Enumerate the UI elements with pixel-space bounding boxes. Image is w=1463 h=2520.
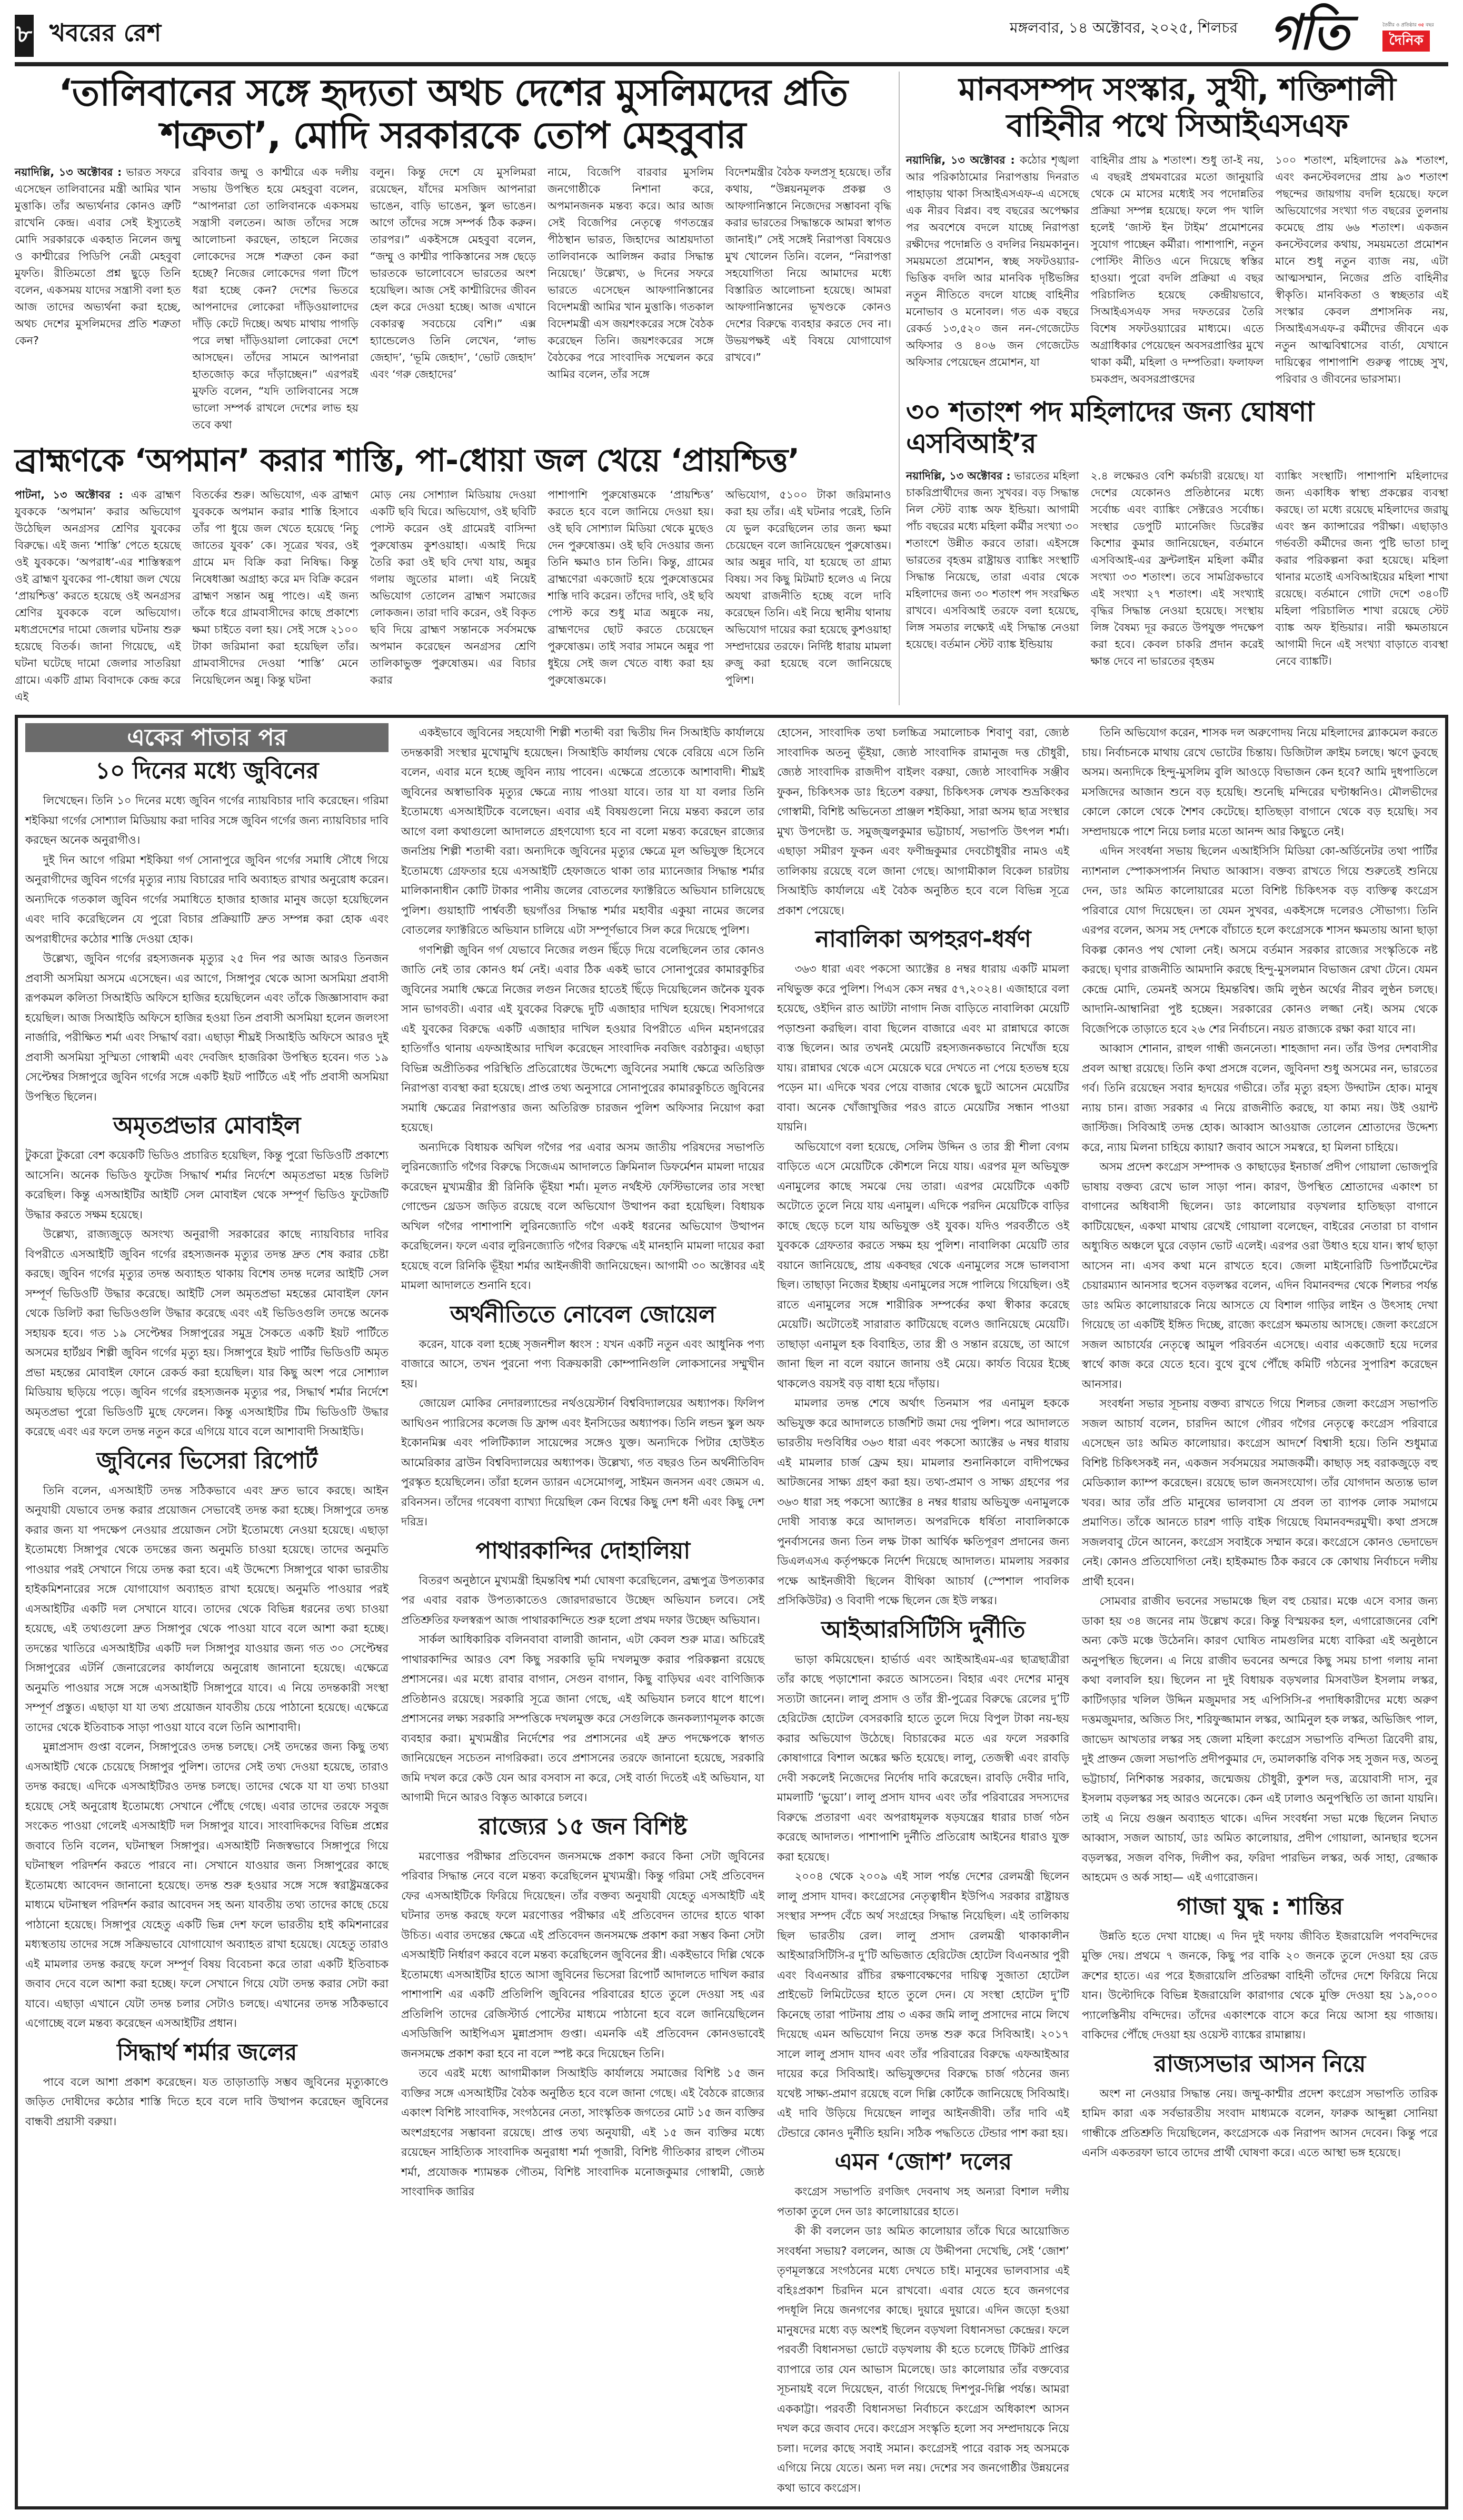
subheading: অমৃতপ্রভার মোবাইল: [113, 1112, 301, 1139]
article-paragraph: বিদেশমন্ত্রীর বৈঠক ফলপ্রসূ হয়েছে। তাঁর কথায়, “উন্নয়নমূলক প্রকল্প ও আফগানিস্তানে নিজেদের সম্ভাবনা বৃদ্ধি করার ভারতের সিদ্ধান্তকে আমরা স্বাগত জানাই।” সেই সঙ্গেই নিরাপত্তা বিষয়েও মুখ খোলেন তিনি। বলেন, “নিরাপত্তা সহযোগিতা নিয়ে আমাদের মধ্যে বিস্তারিত আলোচনা হয়েছে। আমরা আফগানিস্তানের ভূখণ্ডকে কোনও দেশের বিরুদ্ধে ব্যবহার করতে দেব না। উভয়পক্ষই এই বিষয়ে যোগাযোগ রাখবে।”: [725, 166, 892, 364]
page-number: ৮: [15, 15, 34, 57]
article-paragraph: ২.৪ লক্ষেরও বেশি কর্মচারী রয়েছে। যা দেশের যেকোনও প্রতিষ্ঠানের মধ্যে সর্বোচ্চ এবং ব্যাঙ্কিং সেক্টরেও সর্বোচ্চ। সংস্থার ডেপুটি ম্যানেজিং ডিরেক্টর কিশোর কুমার জানিয়েছেন, বর্তমানে এসবিআই-এর ফ্রন্টলাইন মহিলা কর্মীর সংখ্যা ৩৩ শতাংশ। তবে সামগ্রিকভাবে এই সংখ্যা ২৭ শতাংশ। এই সংখ্যাই বৃদ্ধির সিদ্ধান্ত নেওয়া হয়েছে। সংস্থায় লিঙ্গ বৈষম্য দূর করতে উপযুক্ত পদক্ষেপ করা হবে। কেবল চাকরি প্রদান করেই ক্ষান্ত দেবে না ভারতের বৃহত্তম: [1090, 469, 1264, 667]
paragraph: উল্লেখ্য, রাজ্যজুড়ে অসংখ্য অনুরাগী সরকারের কাছে ন্যায়বিচার দাবির বিপরীতে এসআইটি জুবিন গর্গের রহস্যজনক মৃত্যুর তদন্ত দ্রুত শেষ করার চেষ্টা করছে। জুবিন গর্গের মৃত্যুর তদন্ত অব্যাহত থাকায় বিশেষ তদন্ত দলের আইটি সেল সম্পূর্ণ ভিডিওটি উদ্ধার করেছে। আইটি সেল অমৃতপ্রভা মহন্তের মোবাইল ফোন থেকে ডিলিট করা ভিডিওগুলি উদ্ধার করেছে এবং এই ভিডিওগুলি তদন্তে অনেক সহায়ক হবে। গত ১৯ সেপ্টেম্বর সিঙ্গাপুরের সমুদ্র সৈকতে একটি ইয়ট পার্টিতে অসমের হার্টথ্রব শিল্পী জুবিন গর্গের মৃত্যু হয়। সিঙ্গাপুরে ইয়ট পার্টির ভিডিওটি অমৃত প্রভা মহন্তের মোবাইল ফোনে রেকর্ড করা হয়েছিল। যার কিছু অংশ পরে সোশ্যাল মিডিয়ায় ছড়িয়ে পড়ে। জুবিন গর্গের রহস্যজনক মৃত্যুর পর, সিদ্ধার্থ শর্মার নির্দেশে অমৃতপ্রভা পুরো ভিডিওটি মুছে ফেলেন। কিন্তু এসআইটির টিম ভিডিওটি উদ্ধার করেছে এবং এর ফলে তদন্ত নতুন করে এগিয়ে যাবে বলে আশাবাদী সিআইডি।: [25, 1228, 389, 1438]
logo-tagline: [1382, 21, 1434, 29]
article-paragraph: ১০০ শতাংশ, মহিলাদের ৯৯ শতাংশ, এবং কনস্টেবলদের প্রায় ৯৩ শতাংশ পছন্দের জায়গায় বদলি হয়েছে। ফলে অভিযোগের সংখ্যা গত বছরের তুলনায় কমেছে প্রায় ৬৬ শতাংশ। একজন কনস্টেবলের কথায়, সময়মতো প্রমোশন মানে শুধু নতুন ব্যাজ নয়, এটা আত্মসম্মান, নিজের প্রতি বাহিনীর স্বীকৃতি। মানবিকতা ও স্বচ্ছতার এই সংস্কার কেবল প্রশাসনিক নয়, সিআইএসএফ-র কর্মীদের জীবনে এক নতুন আত্মবিশ্বাসের বার্তা, যেখানে দায়িত্বের পাশাপাশি গুরুত্ব পাচ্ছে সুখ, পরিবার ও জীবনের ভারসাম্য।: [1275, 154, 1449, 385]
paragraph: অন্যদিকে বিধায়ক অখিল গগৈর পর এবার অসম জাতীয় পরিষদের সভাপতি লুরিনজ্যোতি গগৈর বিরুদ্ধে সিজেএম আদালতে ক্রিমিনাল ডিফর্মেশন মামলা দায়ের করেছেন মুখ্যমন্ত্রীর স্ত্রী রিনিকি ভূঁইয়া শর্মা। মূলত নর্থইস্ট ফেস্টিভালের তার সংস্থা গোল্ডেন থ্রেডস জড়িত রয়েছে বলে অভিযোগ উত্থাপন করা হয়েছিল। বিধায়ক অখিল গগৈর পাশাপাশি লুরিনজ্যোতি গগৈ একই ধরনের অভিযোগ উত্থাপন করেছিলেন। ফলে এবার লুরিনজ্যোতি গগৈর বিরুদ্ধে এই মানহানি মামলা দায়ের করা হয়েছে বলে রিনিকি ভূঁইয়া শর্মার আইনজীবী জানিয়েছেন। আগামী ৩০ অক্টোবর এই মামলা আদালতে শুনানি হবে।: [401, 1141, 764, 1292]
section-title: খবরের রেশ: [49, 18, 162, 47]
continued-column-4: [1082, 723, 1438, 2163]
article-text: এক ব্রাহ্মণ যুবককে ‘অপমান’ করার অভিযোগ উঠেছিল অনগ্রসর শ্রেণির যুবকের বিরুদ্ধে। এই জন্য ‘শাস্তি’ পেতে হয়েছে ওই যুবককে। ‘অপরাধ’-এর শাস্তিস্বরূপ ওই ব্রাহ্মণ যুবকের পা-ধোয়া জল খেয়ে ‘প্রায়শ্চিত্ত’ করতে হয়েছে ওই অনগ্রসর শ্রেণির যুবককে বলে অভিযোগ। মধ্যপ্রদেশের দামো জেলার ঘটনায় শুরু হয়েছে বিতর্ক। জানা গিয়েছে, এই ঘটনা ঘটেছে দামো জেলার সাতরিয়া গ্রামে। একটি গ্রাম্য বিবাদকে কেন্দ্র করে এই: [15, 488, 181, 703]
paragraph: উল্লেখ্য, জুবিন গর্গের রহস্যজনক মৃত্যুর ২৫ দিন পর আজ আরও তিনজন প্রবাসী অসমিয়া অসমে এসেছেন। এর আগে, সিঙ্গাপুর থেকে আসা অসমিয়া প্রবাসী রূপকমল কলিতা সিআইডি অফিসে হাজির হয়েছিলেন এবং তাঁকে জিজ্ঞাসাবাদ করা হয়েছিল। আজ সিআইডি অফিসে হাজির হওয়া তিন প্রবাসী অসমিয়া হলেন জলংসা নার্জারি, পরীক্ষিত শর্মা এবং সিদ্ধার্থ বরা। এছাড়া শীঘ্রই সিআইডি অফিসে আরও দুই প্রবাসী অসমিয়া সুস্মিতা গোস্বামী এবং দেবজিৎ হাজরিকা উপস্থিত হবেন। গত ১৯ সেপ্টেম্বর সিঙ্গাপুরে জুবিন গর্গের সঙ্গে একটি ইয়ট পার্টিতে এই পাঁচ প্রবাসী অসমিয়া উপস্থিত ছিলেন।: [25, 952, 389, 1103]
byline: নয়াদিল্লি, ১৩ অক্টোবর :: [906, 154, 1015, 166]
article-paragraph: পাশাপাশি পুরুষোত্তমকে ‘প্রায়শ্চিত্ত’ করতে হবে বলে জানিয়ে দেওয়া হয়। ওই ছবি সোশ্যাল মিডিয়া থেকে মুছেও দেন পুরুষোত্তম। ওই ছবি দেওয়ার জন্য তিনি ক্ষমাও চান তিনি। কিন্তু, গ্রামের ব্রাহ্মণেরা একজোট হয়ে পুরুষোত্তমের শাস্তি দাবি করেন। তাঁদের দাবি, ওই ছবি পোস্ট করে শুধু মাত্র অন্নুকে নয়, ব্রাহ্মণদের ছোট করতে চেয়েছেন পুরুষোত্তম। তাই সবার সামনে অন্নুর পা ধুইয়ে সেই জল খেতে বাধ্য করা হয় পুরুষোত্তমকে।: [548, 488, 714, 686]
paragraph: গণশিল্পী জুবিন গর্গ যেভাবে নিজের লগুন ছিঁড়ে দিয়ে বলেছিলেন তার কোনও জাতি নেই তার কোনও ধর্ম নেই। এবার ঠিক একই ভাবে সোনাপুরের কামারকুচির জুবিনের সমাধি ক্ষেত্রে নিজের লগুন নিজের হাতেই ছিঁড়ে দিয়েছিলেন জনৈক যুবক সান ভাগবতী। এবার এই যুবকের বিরুদ্ধে দুটি এজাহার দাখিল হয়েছে। শিবসাগরে এই যুবকের বিরুদ্ধে একটি এজাহার দাখিল হওয়ার বিপরীতে এদিন মহানগরের হাতিগাঁও থানায় এফআইআর দাখিল করেছেন সাংবাদিক নবজিৎ বরঠাকুর। এছাড়া বিভিন্ন অপ্রীতিকর পরিস্থিতি প্রতিরোধের উদ্দেশ্যে জুবিনের সমাধি ক্ষেত্রে অতিরিক্ত নিরাপত্তা ব্যবস্থা করা হয়েছে। প্রাপ্ত তথ্য অনুসারে সোনাপুরের কামারকুচিতে জুবিনের সমাধি ক্ষেত্রের নিরাপত্তার জন্য অতিরিক্ত চারজন পুলিশ অফিসার নিয়োগ করা হয়েছে।: [401, 943, 764, 1134]
paragraph: একইভাবে জুবিনের সহযোগী শিল্পী শতাব্দী বরা দ্বিতীয় দিন সিআইডি কার্যালয়ে তদন্তকারী সংস্থার মুখোমুখি হয়েছেন। সিআইডি কার্যালয় থেকে বেরিয়ে এসে তিনি বলেন, এবার মনে হচ্ছে জুবিন ন্যায় পাবেন। এক্ষেত্রে প্রত্যেকে আশাবাদী। শীঘ্রই জুবিনের অস্বাভাবিক মৃত্যুর ক্ষেত্রে ন্যায় পাওয়া যাবে। তার যা যা বলার তিনি ইতোমধ্যে এসআইটিকে বলেছেন। এবার এই বিষয়গুলো নিয়ে মন্তব্য করলে তার আগে বলা কথাগুলো আদালতে গ্রহণযোগ্য হবে না বলো মন্তব্য করেছেন রাজ্যের জনপ্রিয় শিল্পী শতাব্দী বরা। অন্যদিকে জুবিনের মৃত্যুর ক্ষেত্রে মূল অভিযুক্ত হিসেবে ইতোমধ্যে গ্রেফতার হয়ে এসআইটি হেফাজতে থাকা তার ম্যানেজার সিদ্ধান্ত শর্মার মালিকানাধীন কোটি টাকার পানীয় জলের বোতলের ফ্যাক্টরিতে অভিযান চালিয়েছে পুলিশ। গুয়াহাটি পার্শ্ববর্তী ছয়গাঁওর সিদ্ধান্ত শর্মার মহাবীর একুয়া নামের জলের বোতলের ফ্যাক্টরিতে অভিযান চালিয়ে এটা সম্পূর্ণভাবে সিল করে দিয়েছে পুলিশ।: [401, 726, 764, 936]
paragraph: কংগ্রেস সভাপতি রণজিৎ দেবনাথ সহ অন্যরা বিশাল দলীয় পতাকা তুলে দেন ডাঃ কালোয়ারের হাতে।: [777, 2185, 1069, 2218]
article-paragraph: [15, 486, 181, 705]
continued-banner: একের পাতার পর: [25, 723, 389, 752]
continued-column-1-body: [25, 755, 389, 2132]
article-paragraph: ব্যাঙ্কিং সংস্থাটি। পাশাপাশি মহিলাদের জন্য একাধিক স্বাস্থ্য প্রকল্পের ব্যবস্থা করছে। তা মধ্যে রয়েছে মহিলাদের জরায়ু এবং স্তন ক্যান্সারের পরীক্ষা। এছাড়াও গর্ভবতী কর্মীদের জন্য পুষ্টি ভাতা চালু করার পরিকল্পনা করা হয়েছে। মহিলা থানার মতোই এসবিআইয়ের মহিলা শাখা রয়েছে। বর্তমানে গোটা দেশে ৩৪০টি মহিলা পরিচালিত শাখা রয়েছে স্টেট ব্যাঙ্ক অফ ইন্ডিয়ার। নারী ক্ষমতায়নে আগামী দিনে এই সংখ্যা বাড়াতে ব্যবস্থা নেবে ব্যাঙ্কটি।: [1275, 469, 1449, 667]
paragraph: তবে এরই মধ্যে আগামীকাল সিআইডি কার্যালয়ে সমাজের বিশিষ্ট ১৫ জন ব্যক্তির সঙ্গে এসআইটির বৈঠক অনুষ্ঠিত হবে বলে জানা গেছে। এই বৈঠকে রাজ্যের একাংশ বিশিষ্ট সাংবাদিক, সংগঠনের নেতা, সাংস্কৃতিক জগতের মোট ১৫ জন ব্যক্তির অংশগ্রহণের সম্ভাবনা রয়েছে। প্রাপ্ত তথ্য অনুযায়ী, এই ১৫ জন ব্যক্তির মধ্যে রয়েছেন সাহিত্যিক সাংবাদিক অনুরাধা শর্মা পূজারী, বিশিষ্ট গীতিকার রাহুল গৌতম শর্মা, প্রযোজক শ্যামন্তক গৌতম, বিশিষ্ট সাংবাদিক মনোজকুমার গোস্বামী, জ্যেষ্ঠ সাংবাদিক জারির: [401, 2067, 764, 2198]
logo-tagline-post: বছর: [1426, 23, 1434, 28]
article-column: [370, 164, 536, 433]
article-paragraph: নামে, বিজেপি বারবার মুসলিম জনগোষ্ঠীকে নিশানা করে, অপমানজনক মন্তব্য করে। আর আজ সেই বিজেপির নেতৃত্বে গণতন্ত্রের পীঠস্থান ভারত, জিহাদের আশ্রয়দাতা তালিবানকে আলিঙ্গন করার সিদ্ধান্ত নিয়েছে।’ উল্লেখ্য, ৬ দিনের সফরে ভারতে এসেছেন আফগানিস্তানের বিদেশমন্ত্রী আমির খান মুত্তাকি। গতকাল বিদেশমন্ত্রী এস জয়শংকরের সঙ্গে বৈঠক করেছেন তিনি। জয়শংকরের সঙ্গে বৈঠকের পরে সাংবাদিক সম্মেলন করে আমির বলেন, তাঁর সঙ্গে: [548, 166, 714, 381]
headline-cisf: মানবসম্পদ সংস্কার, সুখী, শক্তিশালী বাহিনীর পথে সিআইএসএফ: [959, 71, 1396, 144]
article-column: [725, 164, 891, 433]
article-text: ভারতের মহিলা চাকরিপ্রার্থীদের জন্য সুখবর। বড় সিদ্ধান্ত নিল স্টেট ব্যাঙ্ক অফ ইন্ডিয়া। আগামী পাঁচ বছরের মধ্যে মহিলা কর্মীর সংখ্যা ৩০ শতাংশে উন্নীত করবে তারা। এইসঙ্গে ভারতের বৃহত্তম রাষ্ট্রায়ত্ত ব্যাঙ্কিং সংস্থাটি সিদ্ধান্ত নিয়েছে, তারা এবার থেকে মহিলাদের জন্য ৩০ শতাংশ পদ সংরক্ষিত রাখবে। এসবিআই তরফে বলা হয়েছে, লিঙ্গ সমতার লক্ষ্যেই এই সিদ্ধান্ত নেওয়া হয়েছে। বর্তমান স্টেট ব্যাঙ্ক ইন্ডিয়ায়: [906, 469, 1079, 651]
article-brahmin: [15, 486, 891, 705]
logo-tagline-pre: তৈরীর ও প্রতিষ্ঠার: [1382, 23, 1417, 28]
article-column: [1275, 152, 1448, 387]
subheading: গাজা যুদ্ধ : শান্তির: [1177, 1893, 1343, 1920]
article-column: [15, 486, 181, 705]
paragraph: বিতরণ অনুষ্ঠানে মুখ্যমন্ত্রী হিমন্তবিশ্ব শর্মা ঘোষণা করেছিলেন, ব্রহ্মপুত্র উপত্যকার পর এবার বরাক উপত্যকাতেও জোরদারভাবে উচ্ছেদ অভিযান চলবে। সেই প্রতিশ্রুতির ফলস্বরূপ আজ পাথারকান্দিতে শুরু হলো প্রথম দফার উচ্ছেদ অভিযান।: [401, 1574, 764, 1626]
article-column: [906, 467, 1079, 669]
article-paragraph: বাহিনীর প্রায় ৯ শতাংশ। শুধু তা-ই নয়, এ বছরই প্রথমবারের মতো জানুয়ারি থেকে মে মাসের মধ্যেই সব পদোন্নতির প্রক্রিয়া সম্পন্ন হয়েছে। ফলে পদ খালি হলেই ‘জাস্ট ইন টাইম’ প্রমোশনের সুযোগ পাচ্ছেন কর্মীরা। পাশাপাশি, নতুন পোস্টিং নীতিও এনে দিয়েছে স্বস্তির হাওয়া। পুরো বদলি প্রক্রিয়া এ বছর পরিচালিত হয়েছে কেন্দ্রীয়ভাবে, সিআইএসএফ সদর দফতরের তৈরি বিশেষ সফটওয়্যারের মাধ্যমে। এতে অগ্রাধিকার পেয়েছেন অবসরপ্রাপ্তির মুখে থাকা কর্মী, মহিলা ও দম্পতিরা। ফলাফল চমকপ্রদ, অবসরপ্রাপ্তদের: [1090, 154, 1264, 385]
logo-badge: দৈনিক: [1382, 31, 1430, 52]
continued-column-2: [401, 723, 764, 2202]
continued-grid: [25, 723, 1438, 2498]
continued-column-3: [777, 723, 1069, 2498]
article-paragraph: [906, 467, 1079, 653]
subheading: রাজ্যসভার আসন নিয়ে: [1154, 2050, 1366, 2077]
article-column: [192, 486, 358, 705]
article-column: [906, 152, 1079, 387]
paragraph: ভাড়া কমিয়েছেন। হার্ভার্ড এবং আইআইএম-এর ছাত্রছাত্রীরা তাঁর কাছে পড়াশোনা করতে আসতেন। বিহার এবং দেশের মানুষ সত্যটা জানেন। লালু প্রসাদ ও তাঁর স্ত্রী-পুত্রের বিরুদ্ধে রেলের দু’টি হেরিটেজ হোটেল বেসরকারি হাতে তুলে দিয়ে বিপুল টাকা নয়-ছয় করার অভিযোগ উঠেছে। বিচারকের মতে এর ফলে সরকারি কোষাগারে বিশাল অঙ্কের ক্ষতি হয়েছে। লালু, তেজস্বী এবং রাবড়ি দেবী সকলেই নিজেদের নির্দোষ দাবি করেছেন। রাবড়ি দেবীর দাবি, মামলাটি ‘ভুয়ো’। লালু প্রসাদ যাদব এবং তাঁর পরিবারের সদস্যদের বিরুদ্ধে প্রতারণা এবং অপরাধমূলক ষড়যন্ত্রের ধারার চার্জ গঠন করেছে আদালত। পাশাপাশি দুর্নীতি প্রতিরোধ আইনের ধারাও যুক্ত করা হয়েছে।: [777, 1653, 1069, 1863]
logo-tagline-number: ৩৫: [1418, 23, 1425, 28]
subheading: নাবালিকা অপহরণ-ধর্ষণ: [815, 926, 1031, 953]
paragraph: মুন্নাপ্রসাদ গুপ্তা বলেন, সিঙ্গাপুরেও তদন্ত চলছে। সেই তদন্তের জন্য কিছু তথ্য এসআইটি থেকে চেয়েছে সিঙ্গাপুর পুলিশ। তাদের সেই তথ্য দেওয়া হয়েছে, তারাও তদন্ত করছে। এদিকে এসআইটিরও তদন্ত চলছে। তাদের থেকে যা যা তথ্য চাওয়া হয়েছে সেই অনুরোধ ইতোমধ্যে সেখানে পৌঁছে গেছে। এবার তাদের তরফে সবুজ সংকেত পাওয়া গেলেই এসআইটি দল সিঙ্গাপুর যাবে। সাংবাদিকদের বিভিন্ন প্রশ্নের জবাবে তিনি বলেন, ঘটনাস্থল সিঙ্গাপুর। এসআইটি নিজস্বভাবে সিঙ্গাপুরে গিয়ে ঘটনাস্থল পরিদর্শন করতে পারবে না। সেখানে যাওয়ার জন্য সিঙ্গাপুরের কাছে ইতোমধ্যে আবেদন জানানো হয়েছে। তদন্ত শুরু হওয়ার সঙ্গে সঙ্গে স্বরাষ্ট্রমন্ত্রকের মাধ্যমে ঘটনাস্থল পরিদর্শন করার আবেদন সহ অন্য যাবতীয় তথ্য তাদের কাছে চেয়ে পাঠানো হয়েছে। সিঙ্গাপুর যেহেতু একটি ভিন্ন দেশ ফলে ভারতীয় হাই কমিশনারের মধ্যস্থতায় তাদের সঙ্গে সক্রিয়ভাবে যোগাযোগ অব্যাহত রাখা হয়েছে। যেহেতু তারাও এই মামলার তদন্ত করছে ফলে সম্পূর্ণ বিষয় বিবেচনা করে তারা একটি ইতিবাচক জবাব দেবে বলে আশা করা হচ্ছে। ফলে সেখানে গিয়ে যেটা তদন্ত করার সেটা করা যাবে। এছাড়া এখানে যেটা তদন্ত চলার সেটাও চলছে। এখানের তদন্ত সঠিকভাবে এগোচ্ছে বলে মন্তব্য করেছেন এসআইটির প্রধান।: [25, 1741, 389, 2029]
newspaper-logo: [1269, 6, 1448, 64]
article-text: কঠোর শৃঙ্খলা আর পরিকাঠামোর নিরাপত্তায় দিনরাত পাহাড়ায় থাকা সিআইএসএফ-এ এসেছে এক নীরব বিপ্লব। বহু বছরের অপেক্ষার পর অবশেষে বদলে যাচ্ছে নিরাপত্তা রক্ষীদের পদোন্নতি ও বদলির নিয়মকানুন। সময়মতো প্রমোশন, স্বচ্ছ সফটওয়্যার-ভিত্তিক বদলি আর মানবিক দৃষ্টিভঙ্গির নতুন নীতিতে বদলে যাচ্ছে বাহিনীর মনোভাব ও মনোবল। গত এক বছরে রেকর্ড ১৩,৫২০ জন নন-গেজেটেড অফিসার ও ৪০৬ জন গেজেটেড অফিসার পেয়েছেন প্রমোশন, যা: [906, 154, 1079, 368]
paragraph: আব্বাস শোনান, রাহুল গান্ধী জননেতা। শাহজাদা নন। তাঁর উপর দেশবাসীর প্রবল আস্থা রয়েছে। তিনি কথা প্রসঙ্গে বলেন, জুবিনদা শুধু অসমের নন, ভারতের গর্ব। তিনি রয়েছেন সবার হৃদয়ের গভীরে। তাঁর মৃত্যু রহস্য উদ্ঘাটন হোক। মানুষ ন্যায় চান। রাজ্য সরকার এ নিয়ে রাজনীতি করছে, যা কাম্য নয়। উই ওয়ান্ট জাস্টিজ। সিবিআই তদন্ত হোক। আব্বাস আওয়াজ তোলেন শ্রোতাদের উদ্দেশ্য করে, ন্যায় মিলনা চাহিয়ে ক্যায়া? জবাব আসে সমস্বরে, হা মিলনা চাহিয়ে।: [1082, 1042, 1438, 1154]
continued-box: [15, 715, 1448, 2509]
paragraph: জোয়েল মোকির নেদারল্যান্ডের নর্থওয়েস্টার্ন বিশ্ববিদ্যালয়ের অধ্যাপক। ফিলিপ আঘিওন প্যারিসের কলেজ ডি ফ্রান্স এবং ইনসিডের অধ্যাপক। তিনি লন্ডন স্কুল অফ ইকোনমিক্স এবং পলিটিক্যাল সায়েন্সের সঙ্গেও যুক্ত। অন্যদিকে পিটার হোউইত আমেরিকার ব্রাউন বিশ্ববিদ্যালয়ের অধ্যাপক। উল্লেখ্য, গত বছরও তিন অর্থনীতিবিদ পুরস্কৃত হয়েছিলেন। তাঁরা হলেন ড্যারন এসেমোগলু, সাইমন জনসন এবং জেমস এ. রবিনসন। তাঁদের গবেষণা ব্যাখ্যা দিয়েছিল কেন বিশ্বের কিছু দেশ ধনী এবং কিছু দেশ দরিদ্র।: [401, 1397, 764, 1528]
article-column: [1275, 467, 1448, 669]
top-right-stories: [899, 72, 1448, 705]
article-column: [370, 486, 536, 705]
article-column: [1091, 152, 1264, 387]
paragraph: লিখেছেন। তিনি ১০ দিনের মধ্যে জুবিন গর্গের ন্যায়বিচার দাবি করেছেন। গরিমা শইকিয়া গর্গের সোশ্যাল মিডিয়ায় করা দাবির সঙ্গে জুবিন গর্গের জন্য ন্যায়বিচার দাবি করছেন অনেক অনুরাগীও।: [25, 794, 389, 846]
headline-sbi: ৩০ শতাংশ পদ মহিলাদের জন্য ঘোষণা এসবিআই’র: [906, 396, 1314, 459]
paragraph: টুকরো টুকরো বেশ কয়েকটি ভিডিও প্রচারিত হয়েছিল, কিন্তু পুরো ভিডিওটি প্রকাশ্যে আসেনি। অনেক ভিডিও ফুটেজ সিদ্ধার্থ শর্মার নির্দেশে অমৃতপ্রভা মহন্ত ডিলিট করেছিল। কিন্তু এসআইটির আইটি সেল মোবাইল থেকে সম্পূর্ণ ভিডিও ফুটেজটি উদ্ধার করতে সক্ষম হয়েছে।: [25, 1149, 389, 1221]
paragraph: সংবর্ধনা সভার সূচনায় বক্তব্য রাখতে গিয়ে শিলচর জেলা কংগ্রেস সভাপতি সজল আচার্য বলেন, চারদিন আগে গৌরব গগৈর নেতৃত্বে কংগ্রেস পরিবারে এসেছেন ডাঃ অমিত কালোয়ার। কংগ্রেস আদর্শে বিশ্বাসী হয়ে। তিনি শুধুমাত্র বিশিষ্ট চিকিৎসকই নন, একজন সর্বসময়ের সমাজকর্মী। কাছাড় সহ বরাকজুড়ে বহু মেডিক্যাল ক্যাম্প করেছেন। রয়েছে ভাল জনসংযোগ। তাঁর যোগদান অত্যন্ত ভাল খবর। আর তাঁর প্রতি মানুষের ভালবাসা যে প্রবল তা ব্যাপক লোক সমাগমে প্রমাণিত। তাঁকে আনতে চারশ গাড়ি বাইক গিয়েছে বিমানবন্দরমুখী। কথা প্রসঙ্গে সজলবাবু টেনে আনেন, কংগ্রেস সবাইকে সম্মান করে। কংগ্রেসে কোনও ভেদাভেদ নেই। কোনও প্রতিযোগিতা নেই। হাইকমান্ড ঠিক করবে কে কোথায় নির্বাচনে দলীয় প্রার্থী হবেন।: [1082, 1397, 1438, 1588]
article-mehbooba: [15, 164, 891, 433]
paragraph: অভিযোগে বলা হয়েছে, সেলিম উদ্দিন ও তার স্ত্রী শীলা বেগম বাড়িতে এসে মেয়েটিকে কৌশলে নিয়ে যায়। এরপর মূল অভিযুক্ত এনামুলের কাছে সমঝে দেয় তারা। এরপর মেয়েটিকে একটি অটোতে তুলে নিয়ে যায় এনামুল। এদিকে পরদিন মেয়েটিকে বাড়ির কাছে ছেড়ে চলে যায় অভিযুক্ত ওই যুবক। যদিও পরবর্তীতে ওই যুবককে গ্রেফতার করতে সক্ষম হয় পুলিশ। নাবালিকা মেয়েটি তার বয়ানে জানিয়েছে, প্রায় একবছর থেকে এনামুলের সঙ্গে ভালবাসা ছিল। তাছাড়া নিজের ইচ্ছায় এনামুলের সঙ্গে পালিয়ে গিয়েছিল। ওই রাতে এনামুলের সঙ্গে শারীরিক সম্পর্কের কথা স্বীকার করেছে মেয়েটি। অটোতেই সারারাত কাটিয়েছে বলেও জানিয়েছে মেয়েটি। তাছাড়া এনামুল হক বিবাহিত, তার স্ত্রী ও সন্তান রয়েছে, তা আগে জানা ছিল না বলে বয়ানে জানায় ওই মেয়ে। কার্যত বিয়ের ইচ্ছে থাকলেও বয়সই বড় বাধা হয়ে দাঁড়ায়।: [777, 1140, 1069, 1390]
article-column: [725, 486, 891, 705]
paragraph: উন্নতি হতে দেখা যাচ্ছে। এ দিন দুই দফায় জীবিত ইজরায়েলি পণবন্দিদের মুক্তি দেয়। প্রথমে ৭ জনকে, কিছু পর বাকি ২০ জনকে তুলে দেওয়া হয় রেড ক্রশের হাতে। এর পরে ইজরায়েলি প্রতিরক্ষা বাহিনী তাঁদের দেশে ফিরিয়ে নিয়ে যান। উল্টোদিকে বিভিন্ন ইজরায়েলি কারাগার থেকে মুক্তি দেওয়া হয় ১৯,০০০ প্যালেস্তিনীয় বন্দিদের। তাঁদের একাংশকে বাসে করে নিয়ে আসা হয় গাজায়। বাকিদের পৌঁছে দেওয়া হয় ওয়েস্ট ব্যাঙ্কের রামাল্লায়।: [1082, 1929, 1438, 2041]
subheading: অর্থনীতিতে নোবেল জোয়েল: [450, 1301, 716, 1328]
subheading: সিদ্ধার্থ শর্মার জলের: [117, 2038, 297, 2066]
headline-mehbooba: ‘তালিবানের সঙ্গে হৃদ্যতা অথচ দেশের মুসলিমদের প্রতি শত্রুতা’, মোদি সরকারকে তোপ মেহবুবার: [58, 71, 848, 157]
top-left-stories: [15, 72, 891, 705]
paragraph: কী কী বললেন ডাঃ অমিত কালোয়ার তাঁকে ঘিরে আয়োজিত সংবর্ধনা সভায়? বললেন, আজ যে উদ্দীপনা দেখেছি, সেই ‘জোশ’ তৃণমূলস্তরে সংগঠনের মধ্যে দেখতে চাই। মানুষের ভালবাসার এই বহিঃপ্রকাশ চিরদিন মনে রাখবো। এবার যেতে হবে জনগণের পদধূলি নিয়ে জনগণের কাছে। দুয়ারে দুয়ারে। এদিন জড়ো হওয়া মানুষদের মধ্যে বড় অংশই ছিলেন বড়খলা বিধানসভা কেন্দ্রের। ফলে পরবর্তী বিধানসভা ভোটে বড়খলায় কী হতে চলেছে টিকিট প্রাপ্তির ব্যাপারে তার যেন আভাস মিলেছে। ডাঃ কালোয়ার তাঁর বক্তব্যের সূচনায়ই বলে দিয়েছেন, বার্তা গিয়েছে দিশপুর-দিল্লি পর্যন্ত। আমরা এককাট্টা। পরবর্তী বিধানসভা নির্বাচনে কংগ্রেস অধিকাংশ আসন দখল করে জবাব দেবে। কংগ্রেস সংস্কৃতি হলো সব সম্প্রদায়কে নিয়ে চলা। দলের কাছে সবাই সমান। কংগ্রেসই পারে বরাক সহ অসমকে এগিয়ে নিয়ে যেতে। অন্য দল নয়। দেশের সব জনগোষ্ঠীর উন্নয়নের কথা ভাবে কংগ্রেস।: [777, 2225, 1069, 2494]
headline-brahmin: ব্রাহ্মণকে ‘অপমান’ করার শাস্তি, পা-ধোয়া জল খেয়ে ‘প্রায়শ্চিত্ত’: [15, 442, 800, 479]
article-sbi: [906, 467, 1448, 669]
paragraph: মরণোত্তর পরীক্ষার প্রতিবেদন জনসমক্ষে প্রকাশ করবে কিনা সেটা জুবিনের পরিবার সিদ্ধান্ত নেবে বলে মন্তব্য করেছিলেন মুখ্যমন্ত্রী। কিন্তু গরিমা সেই প্রতিবেদন ফের এসআইটিকে ফিরিয়ে দিয়েছেন। তাঁর বক্তব্য অনুযায়ী যেহেতু এসআইটি এই ঘটনার তদন্ত করছে ফলে মরণোত্তর পরীক্ষার এই প্রতিবেদন তাদের হাতে থাকা উচিত। এবার তদন্তের ক্ষেত্রে এই প্রতিবেদন জনসমক্ষে প্রকাশ করা সম্ভব কিনা সেটা এসআইটি নির্ধারণ করবে বলে মন্তব্য করেছিলেন জুবিনের স্ত্রী। একইভাবে দিল্লি থেকে ইতোমধ্যে এসআইটির হাতে আসা জুবিনের ভিসেরা রিপোর্ট আদালতে দাখিল করার পাশাপাশি এর একটি প্রতিলিপি জুবিনের পরিবারের হাতে তুলে দেওয়া সহ এর প্রতিলিপি তাদের রেজিস্টার্ড পোস্টের মাধ্যমে পাঠানো হবে বলে জানিয়েছিলেন এসডিজিপি আইপিএস মুন্নাপ্রসাদ গুপ্তা। এমনকি এই প্রতিবেদন কোনওভাবেই জনসমক্ষে প্রকাশ করা হবে না বলে স্পষ্ট করে দিয়েছেন তিনি।: [401, 1849, 764, 2060]
paragraph: তিনি অভিযোগ করেন, শাসক দল অরুণোদয় নিয়ে মহিলাদের ব্ল্যাকমেল করতে চায়। নির্বাচনকে মাথায় রেখে ভোটের চিন্তায়। ডিজিটাল ক্রাইম চলছে। ঋণে ডুবছে অসম। অন্যদিকে হিন্দু-মুসলিম বুলি আওড়ে বিভাজন কেন হবে? আমি দুধপাতিলে মসজিদের আজান শুনে বড় হয়েছি। শুনেছি মন্দিরের ঘণ্টাধ্বনিও। মৌলভীদের কোলে কোলে থেকে শৈশব কেটেছে। হাতিছড়া বাগানে থেকে বড় হয়েছি। সব সম্প্রদায়কে পাশে নিয়ে চলার মতো আনন্দ আর কিছুতে নেই।: [1082, 726, 1438, 838]
logo-wordmark: গতি: [1269, 4, 1347, 61]
article-paragraph: [906, 152, 1079, 371]
subheading: আইআরসিটিসি দুর্নীতি: [821, 1616, 1025, 1643]
paragraph: ২০০৪ থেকে ২০০৯ এই সাল পর্যন্ত দেশের রেলমন্ত্রী ছিলেন লালু প্রসাদ যাদব। কংগ্রেসের নেতৃত্বাধীন ইউপিএ সরকার রাষ্ট্রায়ত্ত সংস্থার সম্পদ বেঁচে অর্থ সংগ্রহের সিদ্ধান্ত নিয়েছিল। এই তালিকায় ছিল ভারতীয় রেল। লালু প্রসাদ রেলমন্ত্রী থাকাকালীন আইআরসিটিসি-র দু’টি অভিজাত হেরিটেজ হোটেল বিএনআর পুরী এবং বিএনআর রাঁচির রক্ষণাবেক্ষণের দায়িত্ব সুজাতা হোটেল প্রাইভেট লিমিটেডের হাতে তুলে দেন। যে সংস্থা হোটেল দু’টি কিনেছে তারা পাটনায় প্রায় ৩ একর জমি লালু প্রসাদের নামে লিখে দিয়েছে এমন অভিযোগ নিয়ে তদন্ত শুরু করে সিবিআই। ২০১৭ সালে লালু প্রসাদ যাদব এবং তাঁর পরিবারের বিরুদ্ধে এফআইআর দায়ের করে সিবিআই। অভিযুক্তদের বিরুদ্ধে চার্জ গঠনের জন্য যথেষ্ট সাক্ষ্য-প্রমাণ রয়েছে বলে দিল্লি কোর্টকে জানিয়েছে সিবিআই। এই দাবি উড়িয়ে দিয়েছেন লালুর আইনজীবী। তাঁর দাবি এই টেন্ডারে কোনও দুর্নীতি হয়নি। সঠিক পদ্ধতিতে টেন্ডার পাশ করা হয়।: [777, 1870, 1069, 2139]
paragraph: অংশ না নেওয়ার সিদ্ধান্ত নেয়। জম্মু-কাশ্মীর প্রদেশ কংগ্রেস সভাপতি তারিক হামিদ কারা এক সর্বভারতীয় সংবাদ মাধ্যমকে বলেন, ফারুক আব্দুল্লা সোনিয়া গান্ধীকে প্রতিশ্রুতি দিয়েছিলেন, কংগ্রেসকে এক নিরাপদ আসন দেবেন। কিন্তু পরে এনসি একতরফা ভাবে তাদের প্রার্থী ঘোষণা করে। এতে আস্থা ভঙ্গ হয়েছে।: [1082, 2087, 1438, 2159]
top-stories: [15, 72, 1448, 705]
article-column: [1091, 467, 1264, 669]
article-column: [192, 164, 358, 433]
subheading: রাজ্যের ১৫ জন বিশিষ্ট: [479, 1813, 687, 1840]
paragraph: করেন, যাকে বলা হচ্ছে সৃজনশীল ধ্বংস : যখন একটি নতুন এবং আধুনিক পণ্য বাজারে আসে, তখন পুরনো পণ্য বিক্রয়কারী কোম্পানিগুলি লোকসানের সম্মুখীন হয়।: [401, 1337, 764, 1390]
subheading: জুবিনের ভিসেরা রিপোর্ট: [96, 1447, 317, 1474]
article-cisf: [906, 152, 1448, 387]
article-column: [15, 164, 181, 433]
paragraph: সার্কল আধিকারিক বলিনবাবা বালারী জানান, এটা কেবল শুরু মাত্র। অচিরেই পাথারকান্দির আরও বেশ কিছু সরকারি ভূমি দখলমুক্ত করার পরিকল্পনা রয়েছে প্রশাসনের। এর মধ্যে রাবার বাগান, সেগুন বাগান, কিছু বাড়িঘর এবং বাণিজ্যিক প্রতিষ্ঠানও রয়েছে। সরকারি সূত্রে জানা গেছে, এই অভিযান চলবে ধাপে ধাপে। প্রশাসনের লক্ষ্য সরকারি সম্পত্তিকে দখলমুক্ত করে সেগুলিকে জনকল্যাণমূলক কাজে ব্যবহার করা। মুখ্যমন্ত্রীর নির্দেশের পর প্রশাসনের এই দ্রুত পদক্ষেপকে স্বাগত জানিয়েছেন সচেতন নাগরিকরা। তবে প্রশাসনের তরফে জানানো হয়েছে, সরকারি জমি দখল করে কেউ যেন আর বসবাস না করে, সেই বার্তা দিতেই এই অভিযান, যা আগামী দিনে আরও বিস্তৃত আকারে চলবে।: [401, 1633, 764, 1804]
paragraph: এদিন সংবর্ধনা সভায় ছিলেন এআইসিসি মিডিয়া কো-অর্ডিনেটর তথা পার্টির ন্যাশনাল স্পোকসপার্সন নিঘাত আব্বাস। বক্তব্য রাখতে গিয়ে শুরুতেই শুনিয়ে দেন, ডাঃ অমিত কালোয়ারের মতো বিশিষ্ট চিকিৎসক বড় ব্যক্তিত্ব কংগ্রেস পরিবারে যোগ দিয়েছেন। তা যেমন সুখবর, একইসঙ্গে দলেরও সৌভাগ্য। তিনি এরপর বলেন, অসম সহ দেশকে বাঁচাতে হলে কংগ্রেসকে শাসন ক্ষমতায় আনা ছাড়া বিকল্প কোনও পথ খোলা নেই। অসমে বর্তমান সরকার রাজ্যের সংস্কৃতিকে নষ্ট করছে। ঘৃণার রাজনীতি আমদানি করছে হিন্দু-মুসলমান বিভাজন রেখা টেনে। যেমন কেন্দ্রে মোদি, তেমনই অসমে হিমন্তবিশ্ব। জমি লুণ্ঠন অর্থের নীরব লুণ্ঠন চলছে। আদানি-আম্বানিরা পুষ্ট হচ্ছেন। সরকারের কোনও লজ্জা নেই। অসম থেকে বিজেপিকে তাড়াতে হবে ২৬ শের নির্বাচনে। নয়ত রাজ্যকে রক্ষা করা যাবে না।: [1082, 845, 1438, 1035]
subheading: এমন ‘জোশ’ দলের: [834, 2148, 1012, 2175]
article-paragraph: বলুন। কিন্তু দেশে যে মুসলিমরা রয়েছেন, যাঁদের মসজিদ আপনারা ভাঙেন, বাড়ি ভাঙেন, স্কুল ভাঙেন। আগে তাঁদের সঙ্গে সম্পর্ক ঠিক করুন। তারপর।” একইসঙ্গে মেহবুবা বলেন, “জম্মু ও কাশ্মীর পাকিস্তানের সঙ্গ ছেড়ে ভারতকে ভালোবেসে ভারতের অংশ হয়েছিল। আজ সেই কাশ্মীরিদের জীবন হেল করে দেওয়া হচ্ছে। আজ এখানে বেকারত্ব সবচেয়ে বেশি।” এক্স হ্যান্ডেলেও তিনি লেখেন, ‘লাভ জেহাদ’, ‘ভূমি জেহাদ’, ‘ভোট জেহাদ’ এবং ‘গরু জেহাদের’: [370, 166, 536, 381]
paragraph: সোমবার রাজীব ভবনের সভামঞ্চে ছিল বহু চেয়ার। মঞ্চে এসে বসার জন্য ডাকা হয় ৩৪ জনের নাম উল্লেখ করে। কিন্তু বিস্ময়কর হল, এগারোজনের বেশি অন্য কেউ মঞ্চে উঠেননি। কারণ ঘোষিত নামগুলির মধ্যে বাকিরা এই অনুষ্ঠানে অনুপস্থিত ছিলেন। এ নিয়ে রাজীব ভবনের অন্দরে কিছু সময় চাপা গলায় নানা কথা বলাবলি হয়। ছিলেন না দুই বিধায়ক বড়খলার মিসবাউল ইসলাম লস্কর, কাটিগড়ার খলিল উদ্দিন মজুমদার সহ এপিসিসি-র পদাধিকারীদের মধ্যে অরুণ দত্তমজুমদার, অজিত সিং, শরিফুজ্জামান লস্কর, আমিনুল হক লস্কর, অভিজিৎ পাল, জাভেদ আখতার লস্কর সহ জেলা মহিলা কংগ্রেস সভাপতি বন্দিতা ত্রিবেদী রায়, দুই প্রাক্তন জেলা সভাপতি প্রদীপকুমার দে, তমালকান্তি বণিক সহ সুজন দত্ত, অতনু ভট্টাচার্য, নিশিকান্ত সরকার, জন্মেজয় চৌধুরী, কুশল দত্ত, ত্রয়োবাসী দাস, নুর ইসলাম বড়লস্কর সহ আরও অনেকে। কেন এই ঢালাও অনুপস্থিতি তা জানা যায়নি। তাই এ নিয়ে গুঞ্জন অব্যাহত থাকে। এদিন সংবর্ধনা সভা মঞ্চে ছিলেন নিঘাত আব্বাস, সজল আচার্য, ডাঃ অমিত কালোয়ার, প্রদীপ গোয়ালা, আনছার হুসেন বড়লস্কর, সজল বণিক, দিলীপ কর, ফরিদা পারভিন লস্কর, অর্ক সাহা, রেজ্জাক আহমেদ ও অর্ক সাহা— এই এগারোজন।: [1082, 1595, 1438, 1884]
byline: নয়াদিল্লি, ১৩ অক্টোবর :: [15, 166, 122, 178]
byline: পাটনা, ১৩ অক্টোবর :: [15, 488, 123, 501]
article-column: [548, 164, 713, 433]
dateline: মঙ্গলবার, ১৪ অক্টোবর, ২০২৫, শিলচর: [1010, 19, 1238, 36]
article-text: ভারত সফরে এসেছেন তালিবানের মন্ত্রী আমির খান মুত্তাকি। তাঁর অভ্যর্থনার কোনও ত্রুটি রাখেনি কেন্দ্র। এবার সেই ইস্যুতেই মোদি সরকারকে একহাত নিলেন জম্মু ও কাশ্মীরের পিডিপি নেত্রী মেহবুবা মুফতি। রীতিমতো প্রশ্ন ছুড়ে তিনি বলেন, একসময় যাদের সন্ত্রাসী বলা হত আজ তাদের অভ্যর্থনা করা হচ্ছে, অথচ দেশের মুসলিমদের প্রতি শত্রুতা কেন?: [15, 166, 181, 347]
paragraph: অসম প্রদেশ কংগ্রেস সম্পাদক ও কাছাড়ের ইনচার্জ প্রদীপ গোয়ালা ভোজপুরি ভাষায় বক্তব্য রেখে ভাল সাড়া পান। কারণ, উপস্থিত শ্রোতাদের একাংশ চা বাগানের অধিবাসী ছিলেন। ডাঃ কালোয়ার বড়খলার হাতিছড়া বাগানে কাটিয়েছেন, একথা মাথায় রেখেই গোয়ালা বলেছেন, বাইরের নেতারা চা বাগান অধ্যুষিত অঞ্চলে ঘুরে বেড়ান ভোট এলেই। এরপর ওরা উধাও হয়ে যান। স্বার্থ ছাড়া আসেন না। এসব কথা মনে রাখতে হবে। জেলা মাইনোরিটি ডিপার্টমেন্টের চেয়ারম্যান আনসার হুসেন বড়লস্কর বলেন, এদিন বিমানবন্দর থেকে শিলচর পর্যন্ত ডাঃ অমিত কালোয়ারকে নিয়ে আসতে যে বিশাল গাড়ির লাইন ও উৎসাহ দেখা গিয়েছে তা একটিই ইঙ্গিত দিচ্ছে, রাজ্যে কংগ্রেস ক্ষমতায় আসছে। জেলা কংগ্রেসে সজল আচার্যের নেতৃত্বে আমুল পরিবর্তন এসেছে। এবার একজোট হয়ে দলের স্বার্থে কাজ করে যেতে হবে। বুথে বুথে পৌঁছে কমিটি গঠনের সুপারিশ করেছেন আনসার।: [1082, 1161, 1438, 1391]
article-paragraph: রবিবার জম্মু ও কাশ্মীরে এক দলীয় সভায় উপস্থিত হয়ে মেহবুবা বলেন, “আপনারা তো তালিবানকে একসময় সন্ত্রাসী বলতেন। আজ তাঁদের সঙ্গে আলোচনা করছেন, তাহলে নিজের লোকেদের সঙ্গে শত্রুতা কেন করা হচ্ছে? নিজের লোকেদের গলা টিপে ধরা হচ্ছে কেন? দেশের ভিতরে আপনাদের লোকেরা দাঁড়িওয়ালাদের দাঁড়ি কেটে দিচ্ছে। অথচ মাথায় পাগড়ি পরে লম্বা দাঁড়িওয়ালা লোকেরা দেশে আসছেন। তাঁদের সামনে আপনারা হাতজোড় করে দাঁড়াচ্ছেন।” এরপরই মুফতি বলেন, “যদি তালিবানের সঙ্গে ভালো সম্পর্ক রাখলে দেশের লাভ হয় তবে কথা: [192, 166, 359, 431]
article-paragraph: মোড় নেয় সোশ্যাল মিডিয়ায় দেওয়া একটি ছবি ঘিরে। অভিযোগ, ওই ছবিটি পোস্ট করেন ওই গ্রামেরই বাসিন্দা পুরুষোত্তম কুশওয়াহা। এআই দিয়ে তৈরি করা ওই ছবি দেখা যায়, অন্নুর গলায় জুতোর মালা। এই নিয়েই অভিযোগ তোলেন ব্রাহ্মণ সমাজের লোকজন। তারা দাবি করেন, ওই বিকৃত ছবি দিয়ে ব্রাহ্মণ সন্তানকে সর্বসমক্ষে অপমান করেছেন অনগ্রসর শ্রেণি তালিকাভুক্ত পুরুষোত্তম। এর বিচার করার: [370, 488, 536, 686]
paragraph: পাবে বলে আশা প্রকাশ করেছেন। যত তাড়াতাড়ি সম্ভব জুবিনের মৃত্যুকাণ্ডে জড়িত দোষীদের কঠোর শাস্তি দিতে হবে বলে দাবি উত্থাপন করেছেন জুবিনের বান্ধবী প্রয়াসী বরুয়া।: [25, 2075, 389, 2128]
subheading: ১০ দিনের মধ্যে জুবিনের: [95, 757, 319, 784]
paragraph: ৩৬৩ ধারা এবং পকসো অ্যাক্টের ৪ নম্বর ধারায় একটি মামলা নথিভুক্ত করে পুলিশ। পিএস কেস নম্বর ৫৭,২০২৪। এজাহারে বলা হয়েছে, ওইদিন রাত আটটা নাগাদ নিজ বাড়িতে নাবালিকা মেয়েটি পড়াশুনা করছিল। বাবা ছিলেন বাজারে এবং মা রান্নাঘরে কাজে ব্যস্ত ছিলেন। আর তখনই মেয়েটি রহস্যজনকভাবে নিখোঁজ হয়ে যায়। রান্নাঘর থেকে এসে মেয়েকে ঘরে দেখতে না পেয়ে হতভম্ব হয়ে পড়েন মা। এদিকে খবর পেয়ে বাজার থেকে ছুটে আসেন মেয়েটির বাবা। অনেক খোঁজাখুজির পরও রাতে মেয়েটির সন্ধান পাওয়া যায়নি।: [777, 963, 1069, 1133]
paragraph: হোসেন, সাংবাদিক তথা চলচ্চিত্র সমালোচক শিবাণু বরা, জ্যেষ্ঠ সাংবাদিক অতনু ভূঁইয়া, জ্যেষ্ঠ সাংবাদিক রামানুজ দত্ত চৌধুরী, জ্যেষ্ঠ সাংবাদিক রাজদীপ বাইলং বরুয়া, জ্যেষ্ঠ সাংবাদিক সঞ্জীব ফুকন, চিকিৎসক ডাঃ হিতেশ বরুয়া, চিকিৎসক লেখক শুভ্রকিংকর গোস্বামী, বিশিষ্ট অভিনেতা প্রাঞ্জল শইকিয়া, সারা অসম ছাত্র সংস্থার মুখ্য উপদেষ্টা ড. সমুজ্জ্বলকুমার ভট্টাচার্য, সভাপতি উৎপল শর্মা। এছাড়া সমীরণ ফুকন এবং ফণীন্দ্রকুমার দেবচৌধুরীর নামও এই তালিকায় রয়েছে বলে জানা গেছে। আগামীকাল বিকেল চারটায় সিআইডি কার্যালয়ে এই বৈঠক অনুষ্ঠিত হবে বলে বিভিন্ন সূত্রে প্রকাশ পেয়েছে।: [777, 726, 1069, 917]
byline: নয়াদিল্লি, ১৩ অক্টোবর :: [906, 469, 1011, 482]
subheading: পাথারকান্দির দোহালিয়া: [475, 1537, 690, 1564]
masthead: [15, 5, 1448, 66]
article-paragraph: বিতর্কের শুরু। অভিযোগ, এক ব্রাহ্মণ যুবককে অপমান করার শাস্তি হিসাবে তাঁর পা ধুয়ে জল খেতে হয়েছে ‘নিচু জাতের যুবক’ কে। সূত্রের খবর, ওই গ্রামে মদ বিক্রি করা নিষিদ্ধ। কিন্তু নিষেধাজ্ঞা অগ্রাহ্য করে মদ বিক্রি করেন ব্রাহ্মণ সন্তান অন্নু পাণ্ডে। এই জন্য তাঁকে ধরে গ্রামবাসীদের কাছে প্রকাশ্যে ক্ষমা চাইতে বলা হয়। সেই সঙ্গে ২১০০ টাকা জরিমানা করা হয়েছিল তাঁর। গ্রামবাসীদের দেওয়া ‘শাস্তি’ মেনে নিয়েছিলেন অন্নু। কিন্তু ঘটনা: [192, 488, 359, 686]
paragraph: দুই দিন আগে গরিমা শইকিয়া গর্গ সোনাপুরে জুবিন গর্গের সমাধি সৌধে গিয়ে অনুরাগীদের জুবিন গর্গের মৃত্যুর ন্যায় বিচারের দাবি অব্যাহত রাখার অনুরোধ করেন। অন্যদিকে গতকাল জুবিন গর্গের সমাধিতে হাজার হাজার মানুষ জড়ো হয়েছিলেন এবং দাবি করেছিলেন যে পুরো বিচার প্রক্রিয়াটি দ্রুত সম্পন্ন করা হোক এবং অপরাধীদের কঠোর শাস্তি দেওয়া হোক।: [25, 853, 389, 945]
paragraph: তিনি বলেন, এসআইটি তদন্ত সঠিকভাবে এবং দ্রুত ভাবে করছে। আইন অনুযায়ী যেভাবে তদন্ত করার প্রয়োজন সেভাবেই তদন্ত করা হচ্ছে। সিঙ্গাপুরে তদন্ত করার জন্য যা পদক্ষেপ নেওয়ার প্রয়োজন সেটা ইতোমধ্যে নেওয়া হয়েছে। এছাড়া ইতোমধ্যে সিঙ্গাপুর থেকে তদন্তের জন্য অনুমতি চাওয়া হয়েছে। তাদের অনুমতি পাওয়ার পরই সেখানে গিয়ে তদন্ত করা হবে। এই উদ্দেশ্যে সিঙ্গাপুরে থাকা ভারতীয় হাইকমিশনারের সঙ্গে যোগাযোগ অব্যাহত রাখা হয়েছে। অনুমতি পাওয়ার পরই এসআইটির একটি দল সেখানে যাবে। তাদের থেকে বিভিন্ন ধরনের তথ্য চাওয়া হয়েছে, এই তথ্যগুলো দ্রুত সিঙ্গাপুর থেকে পাওয়া যাবে বলে আশা করা হচ্ছে। তদন্তের খাতিরে এসআইটির একটি দল সিঙ্গাপুর যাওয়ার জন্য গত ৩০ সেপ্টেম্বর সিঙ্গাপুরের এটর্নি জেনারেলের কার্যালয়ে অনুরোধ জানানো হয়েছে। এক্ষেত্রে অনুমতি পাওয়ার সঙ্গে সঙ্গে এসআইটি সিঙ্গাপুরে যাবে। এ নিয়ে তদন্তকারী সংস্থা সম্পূর্ণ প্রস্তুত। এছাড়া যা যা তথ্য প্রয়োজন যাবতীয় চেয়ে পাঠানো হয়েছে। এক্ষেত্রে তাদের থেকে ইতিবাচক সাড়া পাওয়া যাবে বলে তিনি আশাবাদী।: [25, 1484, 389, 1734]
article-column: [548, 486, 713, 705]
paragraph: মামলার তদন্ত শেষে অর্থাৎ তিনমাস পর এনামুল হককে অভিযুক্ত করে আদালতে চার্জশিট জমা দেয় পুলিশ। পরে আদালতে ভারতীয় দণ্ডবিধির ৩৬৩ ধারা এবং পকসো অ্যাক্টের ৬ নম্বর ধারায় এই মামলার চার্জ ফ্রেম হয়। মামলার শুনানিকালে বাদীপক্ষের আটজনের সাক্ষ্য গ্রহণ করা হয়। তথ্য-প্রমাণ ও সাক্ষ্য গ্রহণের পর ৩৬৩ ধারা সহ পকসো অ্যাক্টের ৪ নম্বর ধারায় অভিযুক্ত এনামুলকে দোষী সাব্যস্ত করে আদালত। অপরদিকে ধর্ষিতা নাবালিকাকে পুনর্বাসনের জন্য তিন লক্ষ টাকা আর্থিক ক্ষতিপূরণ প্রদানের জন্য ডিএলএসএ কর্তৃপক্ষকে নির্দেশ দিয়েছে আদালত। মামলায় সরকার পক্ষে আইনজীবী ছিলেন বীথিকা আচার্য (স্পেশাল পাবলিক প্রসিকিউটর) ও বিবাদী পক্ষে ছিলেন জে ইউ লস্কর।: [777, 1397, 1069, 1607]
continued-column-1: [25, 723, 389, 2132]
article-paragraph: অভিযোগ, ৫১০০ টাকা জরিমানাও করা হয় তাঁর। এই ঘটনার পরেই, তিনি যে ভুল করেছিলেন তার জন্য ক্ষমা চেয়েছেন বলে জানিয়েছেন পুরুষোত্তম। আর অন্নুর দাবি, যা হয়েছে তা গ্রাম্য বিষয়। সব কিছু মিটমাট হলেও এ নিয়ে অযথা রাজনীতি হচ্ছে বলে দাবি করেছেন তিনি। এই নিয়ে স্থানীয় থানায় অভিযোগ দায়ের করা হয়েছে কুশওয়াহা সম্প্রদায়ের তরফে। নির্দিষ্ট ধারায় মামলা রুজু করা হয়েছে বলে জানিয়েছে পুলিশ।: [725, 488, 892, 686]
article-paragraph: [15, 164, 181, 349]
